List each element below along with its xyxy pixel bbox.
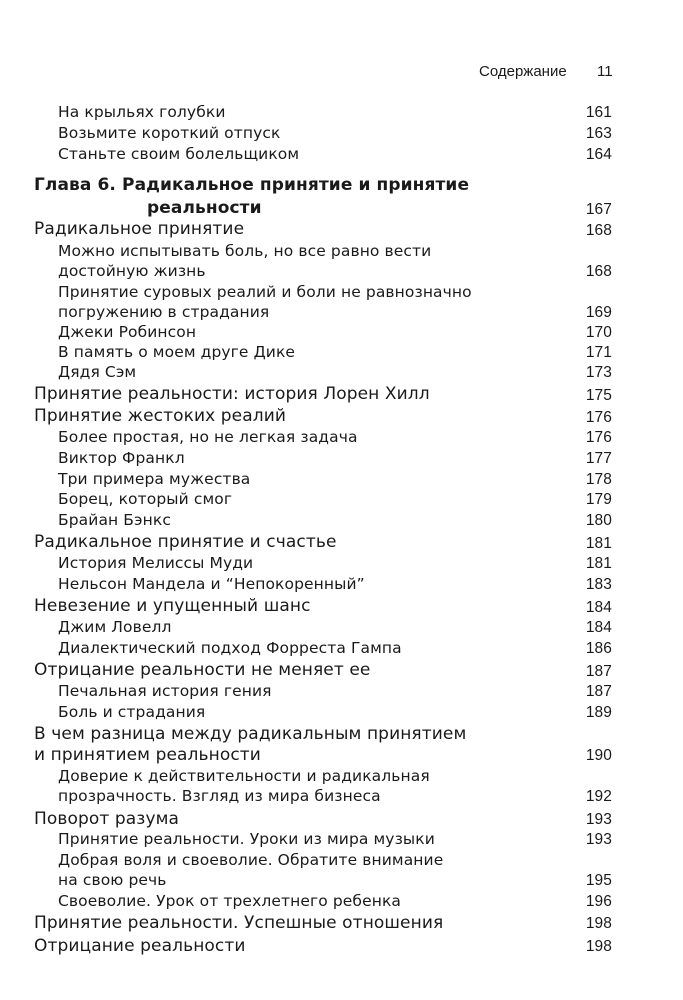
toc-entry-title-continued: погружению в страдания (58, 303, 270, 321)
toc-entry (0, 595, 683, 618)
toc-entry-title: Доверие к действительности и радикальная (58, 767, 430, 785)
toc-entry-page: 176 (585, 429, 612, 446)
toc-entry (0, 510, 683, 532)
toc-entry (0, 574, 683, 596)
toc-entry-page: 193 (585, 811, 612, 828)
toc-entry-page: 163 (585, 125, 612, 142)
toc-entry-title: В память о моем друге Дике (58, 343, 296, 361)
toc-entry (0, 912, 683, 935)
toc-entry-page: 198 (585, 915, 612, 932)
toc-entry-title: Три примера мужества (58, 470, 251, 488)
toc-entry-page: 183 (585, 576, 612, 593)
toc-entry-page: 190 (585, 747, 612, 764)
toc-entry-title: Джим Ловелл (58, 618, 172, 636)
toc-entry (0, 143, 683, 165)
toc-entry-title: Добрая воля и своеволие. Обратите внимание (58, 851, 444, 869)
toc-entry-title: Борец, который смог (58, 490, 233, 508)
toc-entry-page: 193 (585, 831, 612, 848)
running-head-title: Содержание (479, 63, 567, 80)
toc-entry (0, 218, 683, 241)
toc-entry (0, 448, 683, 470)
toc-entry (0, 322, 683, 344)
toc-entry (0, 617, 683, 639)
toc-entry-page: 181 (585, 555, 612, 572)
toc-entry-page: 196 (585, 893, 612, 910)
toc-entry-title: Станьте своим болельщиком (58, 145, 300, 163)
toc-entry-title: Невезение и упущенный шанс (34, 596, 311, 616)
toc-entry-title: Более простая, но не легкая задача (58, 428, 358, 446)
toc-entry (0, 681, 683, 703)
toc-entry-title: Принятие жестоких реалий (34, 406, 287, 426)
toc-entry-page: 171 (585, 344, 612, 361)
toc-entry (0, 829, 683, 851)
toc-entry (0, 638, 683, 660)
toc-entry-page: 175 (585, 387, 612, 404)
toc-entry-page: 168 (585, 222, 612, 239)
toc-entry-title-continued: прозрачность. Взгляд из мира бизнеса (58, 787, 381, 805)
toc-entry (0, 383, 683, 406)
toc-entry-page: 164 (585, 146, 612, 163)
toc-entry (0, 531, 683, 554)
toc-entry-page: 179 (585, 491, 612, 508)
toc-entry-page: 176 (585, 409, 612, 426)
toc-entry-title-continued: и принятием реальности (34, 745, 261, 765)
toc-entry-title: Радикальное принятие и счастье (34, 532, 337, 552)
toc-entry (0, 553, 683, 575)
toc-entry-title-continued: достойную жизнь (58, 262, 206, 280)
toc-entry (0, 281, 683, 323)
toc-entry-title: Радикальное принятие (34, 219, 245, 239)
toc-entry-page: 181 (585, 535, 612, 552)
toc-entry (0, 891, 683, 913)
toc-entry (0, 808, 683, 831)
toc-entry-page: 177 (585, 450, 612, 467)
toc-entry-title: Джеки Робинсон (58, 323, 197, 341)
toc-entry-page: 189 (585, 704, 612, 721)
toc-entry (0, 659, 683, 682)
toc-entry (0, 766, 683, 808)
toc-entry-title: Своеволие. Урок от трехлетнего ребенка (58, 892, 401, 910)
toc-entry-title: В чем разница между радикальным принятием (34, 724, 467, 744)
toc-entry (0, 935, 683, 958)
toc-entry-title: Принятие суровых реалий и боли не равнозначно (58, 283, 472, 301)
toc-entry-page: 167 (585, 201, 612, 218)
toc-entry-title: Отрицание реальности не меняет ее (34, 660, 371, 680)
toc-entry (0, 240, 683, 282)
toc-entry (0, 850, 683, 892)
toc-entry (0, 723, 683, 768)
toc-entry-title: Поворот разума (34, 809, 180, 829)
toc-entry-title-continued: реальности (147, 198, 262, 218)
toc-entry (0, 427, 683, 449)
toc-entry-title: Принятие реальности. Уроки из мира музыки (58, 830, 435, 848)
toc-entry-page: 186 (585, 640, 612, 657)
toc-entry-page: 195 (585, 872, 612, 889)
toc-entry-page: 161 (585, 104, 612, 121)
toc-entry-page: 180 (585, 512, 612, 529)
toc-entry (0, 469, 683, 491)
toc-entry-title: Глава 6. Радикальное принятие и принятие (34, 175, 470, 195)
toc-entry (0, 405, 683, 428)
toc-entry-page: 198 (585, 938, 612, 955)
toc-entry-title: Возьмите короткий отпуск (58, 124, 281, 142)
toc-entry-title: Отрицание реальности (34, 936, 246, 956)
toc-entry-title: История Мелиссы Муди (58, 554, 254, 572)
toc-entry-page: 173 (585, 364, 612, 381)
toc-entry-title: Дядя Сэм (58, 363, 137, 381)
toc-entry-title: Принятие реальности. Успешные отношения (34, 913, 444, 933)
toc-entry-title-continued: на свою речь (58, 871, 167, 889)
toc-entry-page: 187 (585, 663, 612, 680)
toc-entry-title: Брайан Бэнкс (58, 511, 171, 529)
toc-entry-page: 184 (585, 599, 612, 616)
toc-entry-title: Можно испытывать боль, но все равно вести (58, 242, 432, 260)
toc-entry-page: 170 (585, 324, 612, 341)
toc-entry-title: Нельсон Мандела и “Непокоренный” (58, 575, 365, 593)
toc-entry-page: 169 (585, 304, 612, 321)
toc-entry-page: 187 (585, 683, 612, 700)
toc-entry-title: На крыльях голубки (58, 103, 226, 121)
toc-entry (0, 101, 683, 123)
toc-entry (0, 489, 683, 511)
page-number: 11 (597, 63, 613, 80)
toc-entry-title: Боль и страдания (58, 703, 206, 721)
toc-entry-page: 168 (585, 263, 612, 280)
toc-entry-title: Диалектический подход Форреста Гампа (58, 639, 402, 657)
toc-chapter-heading (0, 173, 683, 221)
toc-entry (0, 702, 683, 724)
toc-entry-title: Печальная история гения (58, 682, 272, 700)
toc-entry-title: Виктор Франкл (58, 449, 185, 467)
toc-entry (0, 122, 683, 144)
toc-entry-page: 192 (585, 788, 612, 805)
toc-entry-page: 184 (585, 619, 612, 636)
toc-entry (0, 362, 683, 384)
toc-entry-page: 178 (585, 471, 612, 488)
toc-entry-title: Принятие реальности: история Лорен Хилл (34, 384, 430, 404)
toc-entry (0, 342, 683, 364)
